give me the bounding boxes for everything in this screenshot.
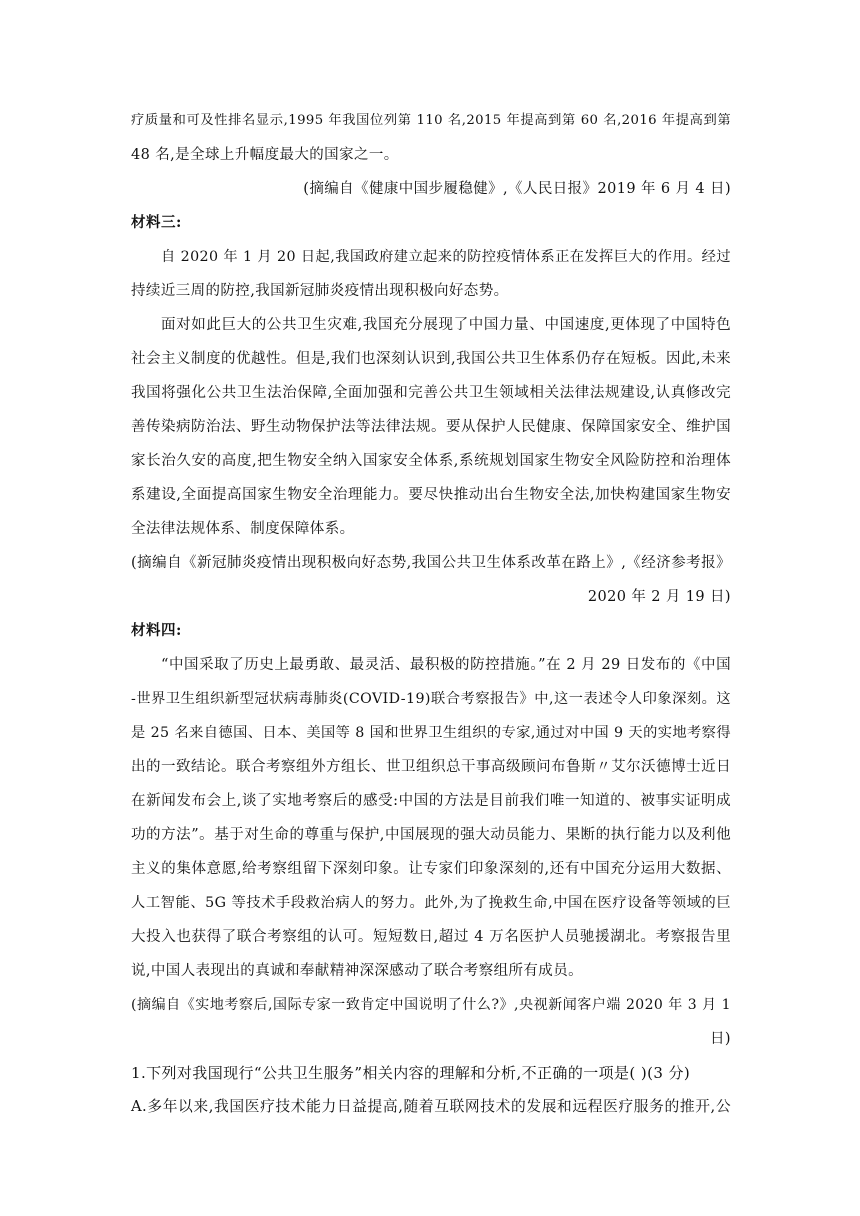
question-1-stem: 1.下列对我国现行“公共卫生服务”相关内容的理解和分析,不正确的一项是( )(3 分) [131,1064,691,1082]
material4-source-line-1: (摘编自《实地考察后,国际专家一致肯定中国说明了什么?》,央视新闻客户端 2020 年 3 月 1 [131,997,731,1013]
material3-line: 我国将强化公共卫生法治保障,全面加强和完善公共卫生领域相关法律法规建设,认真修改完 [131,385,731,401]
material3-line: 家长治久安的高度,把生物安全纳入国家安全体系,系统规划国家生物安全风险防控和治理体 [131,453,731,469]
material2-line-1: 疗质量和可及性排名显示,1995 年我国位列第 110 名,2015 年提高到第 60 名,2016 年提高到第 [131,113,731,128]
material3-line: 全法律法规体系、制度保障体系。 [131,521,355,537]
material4-line: 在新闻发布会上,谈了实地考察后的感受:中国的方法是目前我们唯一知道的、被事实证明成 [131,793,731,809]
material4-heading: 材料四: [131,622,182,639]
material3-line: 系建设,全面提高国家生物安全治理能力。要尽快推动出台生物安全法,加快构建国家生物安 [131,487,731,503]
material3-line: 自 2020 年 1 月 20 日起,我国政府建立起来的防控疫情体系正在发挥巨大的作用。经过 [161,249,731,265]
material4-line: 人工智能、5G 等技术手段救治病人的努力。此外,为了挽救生命,中国在医疗设备等领域的巨 [131,895,731,911]
material3-line: 面对如此巨大的公共卫生灾难,我国充分展现了中国力量、中国速度,更体现了中国特色 [161,317,731,333]
material4-line: 功的方法”。基于对生命的尊重与保护,中国展现的强大动员能力、果断的执行能力以及利他 [131,827,731,843]
material3-heading: 材料三: [131,214,182,231]
material2-line-2: 48 名,是全球上升幅度最大的国家之一。 [131,147,399,163]
material4-line: 主义的集体意愿,给考察组留下深刻印象。让专家们印象深刻的,还有中国充分运用大数据、 [131,861,731,877]
material3-line: 社会主义制度的优越性。但是,我们也深刻认识到,我国公共卫生体系仍存在短板。因此,未来 [131,351,731,367]
material4-line: “中国采取了历史上最勇敢、最灵活、最积极的防控措施。”在 2 月 29 日发布的《中国 [161,657,731,673]
material3-line: 持续近三周的防控,我国新冠肺炎疫情出现积极向好态势。 [131,283,509,299]
material2-source: (摘编自《健康中国步履稳健》,《人民日报》2019 年 6 月 4 日) [303,181,731,197]
material4-line: 出的一致结论。联合考察组外方组长、世卫组织总干事高级顾问布鲁斯〃艾尔沃德博士近日 [131,759,731,775]
material4-line: 是 25 名来自德国、日本、美国等 8 国和世界卫生组织的专家,通过对中国 9 天的实地考察得 [131,725,731,741]
material4-line: 大投入也获得了联合考察组的认可。短短数日,超过 4 万名医护人员驰援湖北。考察报告里 [131,929,731,945]
material3-source-line-2: 2020 年 2 月 19 日) [587,589,731,605]
material4-source-line-2: 日) [710,1031,731,1047]
material3-line: 善传染病防治法、野生动物保护法等法律法规。要从保护人民健康、保障国家安全、维护国 [131,419,731,435]
question-1-option-a: A.多年以来,我国医疗技术能力日益提高,随着互联网技术的发展和远程医疗服务的推开,公 [131,1098,731,1115]
material4-line: 说,中国人表现出的真诚和奉献精神深深感动了联合考察组所有成员。 [131,963,584,979]
material3-source-line-1: (摘编自《新冠肺炎疫情出现积极向好态势,我国公共卫生体系改革在路上》,《经济参考报》 [131,555,731,571]
material4-line: -世界卫生组织新型冠状病毒肺炎(COVID-19)联合考察报告》中,这一表述令人印象深刻。这 [131,691,731,707]
